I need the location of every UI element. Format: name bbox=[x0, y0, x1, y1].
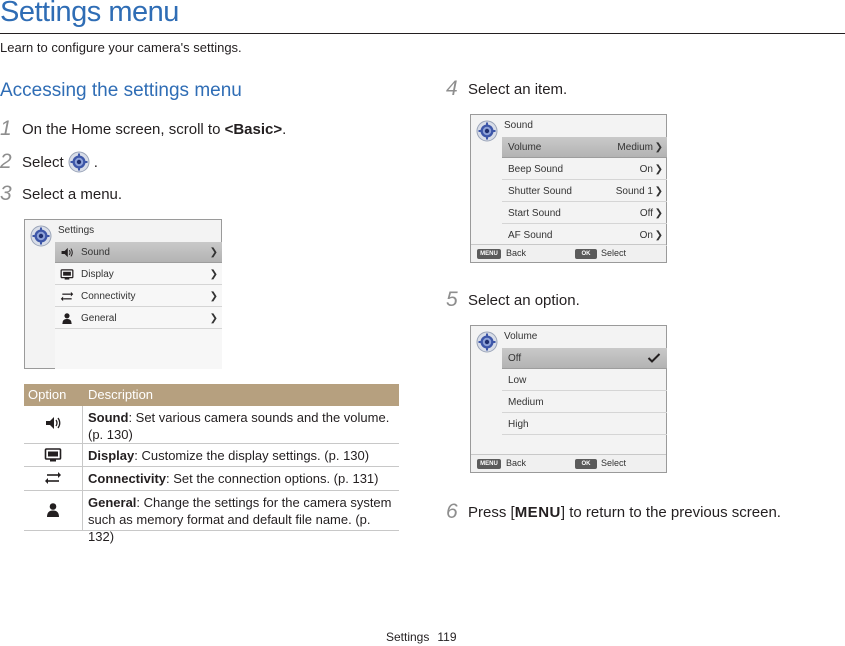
row-description bbox=[88, 447, 395, 464]
option-name: Connectivity bbox=[88, 471, 167, 486]
step-text: On the Home screen, scroll to bbox=[22, 120, 225, 138]
chevron-right-icon: ❯ bbox=[209, 268, 218, 280]
chevron-right-icon: ❯ bbox=[209, 290, 218, 302]
step-text: Select a menu. bbox=[22, 185, 123, 203]
step-text: Select an item. bbox=[468, 80, 568, 98]
ok-button-chip: OK bbox=[575, 249, 597, 259]
item-value: Medium bbox=[617, 141, 653, 153]
step-text: Press [ bbox=[468, 503, 515, 521]
list-item-af-sound[interactable] bbox=[502, 225, 667, 246]
step-5 bbox=[446, 288, 580, 312]
item-label: Medium bbox=[508, 396, 544, 408]
table-header bbox=[24, 384, 399, 406]
step-3 bbox=[0, 182, 122, 206]
table-row bbox=[24, 467, 399, 491]
list-item-high[interactable] bbox=[502, 414, 667, 435]
page-title: Settings menu bbox=[0, 0, 179, 28]
display-icon bbox=[60, 268, 74, 281]
list-item-shutter-sound[interactable] bbox=[502, 181, 667, 202]
step-number: 6 bbox=[446, 500, 458, 523]
options-table bbox=[24, 384, 399, 544]
step-number: 3 bbox=[0, 182, 12, 205]
chevron-right-icon: ❯ bbox=[654, 229, 663, 241]
step-2 bbox=[0, 150, 98, 174]
checkmark-icon bbox=[647, 352, 661, 364]
table-row bbox=[24, 491, 399, 544]
person-icon bbox=[44, 502, 62, 518]
list-item-low[interactable] bbox=[502, 370, 667, 391]
menu-item-label: General bbox=[81, 312, 117, 324]
item-label: Shutter Sound bbox=[508, 185, 572, 197]
step-bold-text: <Basic> bbox=[224, 120, 283, 138]
list-item-off[interactable] bbox=[502, 348, 667, 369]
volume-option-list bbox=[502, 348, 667, 456]
list-item-volume[interactable] bbox=[502, 137, 667, 158]
menu-button-chip: MENU bbox=[477, 249, 501, 259]
menu-item-display[interactable] bbox=[55, 264, 222, 285]
option-description: : Set the connection options. (p. 131) bbox=[166, 471, 379, 486]
step-number: 1 bbox=[0, 117, 12, 140]
page-footer bbox=[386, 630, 457, 644]
step-4 bbox=[446, 77, 567, 101]
sound-item-list bbox=[502, 137, 667, 245]
item-label: AF Sound bbox=[508, 229, 553, 241]
step-number: 4 bbox=[446, 77, 458, 100]
display-icon bbox=[44, 447, 62, 463]
row-description bbox=[88, 409, 395, 443]
sound-screen bbox=[470, 114, 667, 263]
item-value: On bbox=[639, 229, 653, 241]
chevron-right-icon: ❯ bbox=[654, 185, 663, 197]
menu-item-label: Display bbox=[81, 268, 114, 280]
item-label: Start Sound bbox=[508, 207, 561, 219]
chevron-right-icon: ❯ bbox=[209, 312, 218, 324]
chevron-right-icon: ❯ bbox=[209, 246, 218, 258]
menu-item-label: Sound bbox=[81, 246, 110, 258]
item-value: On bbox=[639, 163, 653, 175]
screen-header: Volume bbox=[504, 331, 538, 342]
option-name: General bbox=[88, 495, 137, 510]
speaker-icon bbox=[44, 415, 62, 431]
step-text-end: . bbox=[282, 120, 287, 138]
item-label: Volume bbox=[508, 141, 542, 153]
item-label: Off bbox=[508, 352, 522, 364]
ok-button-chip: OK bbox=[575, 459, 597, 469]
connectivity-icon bbox=[60, 290, 74, 303]
item-label: Beep Sound bbox=[508, 163, 564, 175]
menu-item-sound[interactable] bbox=[55, 242, 222, 263]
option-name: Sound bbox=[88, 410, 129, 425]
item-value: Off bbox=[639, 207, 653, 219]
menu-item-label: Connectivity bbox=[81, 290, 136, 302]
step-number: 2 bbox=[0, 150, 12, 173]
footer-section: Settings bbox=[386, 630, 430, 644]
connectivity-icon bbox=[44, 470, 62, 486]
select-label: Select bbox=[601, 248, 627, 258]
option-description: : Customize the display settings. (p. 130) bbox=[134, 448, 370, 463]
page-number: 119 bbox=[437, 630, 457, 644]
chevron-right-icon: ❯ bbox=[654, 207, 663, 219]
step-text: Select an option. bbox=[468, 291, 580, 309]
settings-gear-icon bbox=[476, 331, 498, 353]
step-text-end: ] to return to the previous screen. bbox=[560, 503, 781, 521]
option-name: Display bbox=[88, 448, 135, 463]
screen-footer bbox=[471, 244, 666, 262]
back-label: Back bbox=[506, 458, 527, 468]
column-header-description: Description bbox=[88, 387, 154, 402]
back-label: Back bbox=[506, 248, 527, 258]
list-item-medium[interactable] bbox=[502, 392, 667, 413]
select-label: Select bbox=[601, 458, 627, 468]
step-text: Select bbox=[22, 153, 64, 171]
option-description: : Set various camera sounds and the volume. (p. 130) bbox=[88, 410, 390, 442]
menu-item-general[interactable] bbox=[55, 308, 222, 329]
list-item-beep-sound[interactable] bbox=[502, 159, 667, 180]
item-label: Low bbox=[508, 374, 527, 386]
step-6 bbox=[446, 500, 781, 524]
title-divider bbox=[0, 33, 845, 34]
row-description bbox=[88, 494, 395, 545]
settings-gear-icon bbox=[30, 225, 52, 247]
screen-header: Settings bbox=[58, 225, 95, 236]
step-number: 5 bbox=[446, 288, 458, 311]
step-1 bbox=[0, 117, 286, 141]
chevron-right-icon: ❯ bbox=[654, 163, 663, 175]
table-row bbox=[24, 444, 399, 467]
settings-gear-icon bbox=[476, 120, 498, 142]
list-item-start-sound[interactable] bbox=[502, 203, 667, 224]
menu-button-chip: MENU bbox=[477, 459, 501, 469]
menu-key-label: MENU bbox=[514, 503, 561, 521]
menu-list bbox=[55, 242, 222, 369]
step-text-end: . bbox=[93, 153, 98, 171]
page-subtitle: Learn to configure your camera's settings. bbox=[0, 40, 242, 55]
settings-gear-icon bbox=[68, 151, 90, 173]
option-description: : Change the settings for the camera system such as memory format and default file name. (p. 132) bbox=[88, 495, 392, 544]
speaker-icon bbox=[60, 246, 74, 259]
screen-header: Sound bbox=[504, 120, 533, 131]
screen-footer bbox=[471, 454, 666, 472]
row-description bbox=[88, 470, 395, 487]
volume-screen bbox=[470, 325, 667, 473]
person-icon bbox=[60, 312, 74, 325]
chevron-right-icon: ❯ bbox=[654, 141, 663, 153]
settings-screen bbox=[24, 219, 222, 369]
item-label: High bbox=[508, 418, 529, 430]
section-title: Accessing the settings menu bbox=[0, 80, 242, 101]
menu-item-connectivity[interactable] bbox=[55, 286, 222, 307]
column-header-option: Option bbox=[28, 387, 67, 402]
item-value: Sound 1 bbox=[615, 185, 653, 197]
table-row bbox=[24, 406, 399, 444]
